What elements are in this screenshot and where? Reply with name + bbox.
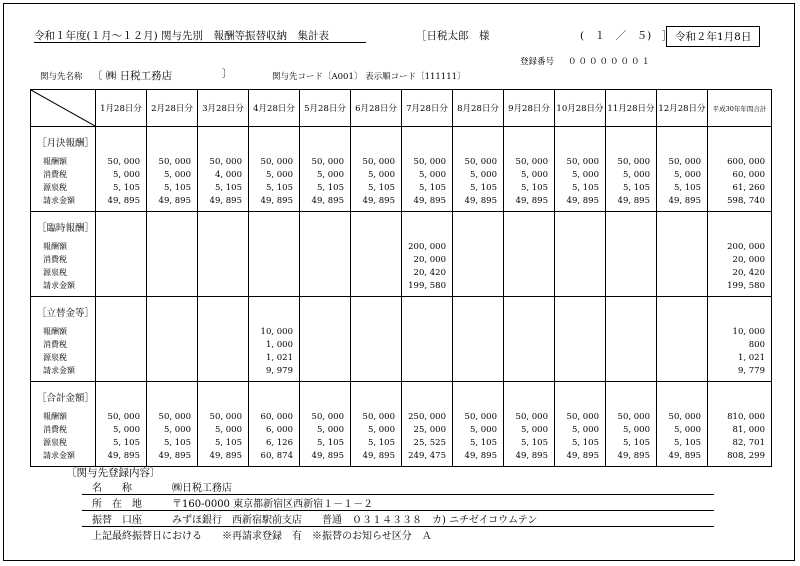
cell-value: 50, 000 <box>617 412 650 422</box>
column-header: 10月28日分 <box>555 90 606 127</box>
cell-value: 25, 525 <box>413 438 446 448</box>
cell-value: 50, 000 <box>668 412 701 422</box>
row-label: 請求金額 <box>43 196 75 205</box>
cell-value: 49, 895 <box>311 196 344 206</box>
cell-value: 50, 000 <box>464 157 497 167</box>
column-header: 2月28日分 <box>147 90 198 127</box>
cell-value: 5, 000 <box>622 425 650 435</box>
value-cell <box>555 297 606 382</box>
section-label-cell <box>31 212 96 297</box>
table-header-row <box>31 90 772 127</box>
cell-value: 5, 105 <box>520 438 548 448</box>
cell-value: 250, 000 <box>408 412 446 422</box>
cell-value: 5, 105 <box>316 438 344 448</box>
row-label: 消費税 <box>43 170 67 179</box>
client-name: 〔 ㈱ 日税工務店 <box>92 70 173 82</box>
column-header: 4月28日分 <box>249 90 300 127</box>
cell-value: 5, 000 <box>265 170 293 180</box>
section-title: ［合計金額］ <box>37 393 95 404</box>
value-cell <box>657 297 708 382</box>
cell-value: 4, 000 <box>214 170 242 180</box>
registration-row <box>82 479 714 495</box>
cell-value: 249, 475 <box>408 451 446 461</box>
cell-value: 808, 299 <box>727 451 765 461</box>
cell-value: 50, 000 <box>260 157 293 167</box>
cell-value: 49, 895 <box>515 451 548 461</box>
registration-value: ㈱日税工務店 <box>172 483 232 494</box>
cell-value: 82, 701 <box>732 438 765 448</box>
cell-value: 50, 000 <box>158 157 191 167</box>
registration-value: 〒160-0000 東京都新宿区西新宿１－１－２ <box>172 499 374 510</box>
cell-value: 49, 895 <box>566 451 599 461</box>
value-cell <box>504 297 555 382</box>
cell-value: 6, 126 <box>265 438 293 448</box>
value-cell <box>708 212 772 297</box>
cell-value: 5, 105 <box>571 183 599 193</box>
client-name-bracket-icon: 〕 <box>222 68 233 80</box>
column-header: 1月28日分 <box>96 90 147 127</box>
value-cell <box>708 382 772 467</box>
cell-value: 5, 000 <box>214 425 242 435</box>
cell-value: 199, 580 <box>408 281 446 291</box>
value-cell <box>606 127 657 212</box>
cell-value: 50, 000 <box>515 157 548 167</box>
value-cell <box>606 382 657 467</box>
cell-value: 5, 105 <box>214 438 242 448</box>
cell-value: 50, 000 <box>311 157 344 167</box>
value-cell <box>453 127 504 212</box>
cell-value: 598, 740 <box>727 196 765 206</box>
cell-value: 5, 000 <box>469 170 497 180</box>
registration-label: 振替 口座 <box>92 515 142 526</box>
cell-value: 5, 000 <box>316 170 344 180</box>
value-cell <box>147 127 198 212</box>
value-cell <box>96 127 147 212</box>
cell-value: 5, 105 <box>622 438 650 448</box>
cell-value: 50, 000 <box>413 157 446 167</box>
column-header: 8月28日分 <box>453 90 504 127</box>
value-cell <box>249 382 300 467</box>
cell-value: 5, 105 <box>112 438 140 448</box>
column-header: 11月28日分 <box>606 90 657 127</box>
cell-value: 5, 000 <box>367 170 395 180</box>
value-cell <box>555 127 606 212</box>
cell-value: 49, 895 <box>209 196 242 206</box>
section-row <box>31 212 772 297</box>
cell-value: 20, 000 <box>732 255 765 265</box>
section-title: ［臨時報酬］ <box>37 223 95 234</box>
diagonal-line-icon <box>31 90 95 126</box>
cell-value: 49, 895 <box>464 196 497 206</box>
column-header: 平成30年年間合計 <box>708 90 772 127</box>
cell-value: 50, 000 <box>668 157 701 167</box>
value-cell <box>198 297 249 382</box>
value-cell <box>96 382 147 467</box>
row-label: 源泉税 <box>43 438 67 447</box>
section-label-cell <box>31 382 96 467</box>
value-cell <box>657 212 708 297</box>
row-label: 報酬額 <box>43 327 67 336</box>
cell-value: 5, 000 <box>112 425 140 435</box>
cell-value: 5, 105 <box>163 438 191 448</box>
cell-value: 800 <box>748 340 765 350</box>
cell-value: 5, 105 <box>112 183 140 193</box>
row-label: 源泉税 <box>43 268 67 277</box>
cell-value: 50, 000 <box>515 412 548 422</box>
value-cell <box>402 212 453 297</box>
value-cell <box>606 212 657 297</box>
cell-value: 1, 021 <box>737 353 765 363</box>
cell-value: 5, 000 <box>673 170 701 180</box>
value-cell <box>708 297 772 382</box>
cell-value: 49, 895 <box>566 196 599 206</box>
row-label: 請求金額 <box>43 366 75 375</box>
cell-value: 5, 105 <box>571 438 599 448</box>
cell-value: 49, 895 <box>515 196 548 206</box>
value-cell <box>351 127 402 212</box>
cell-value: 49, 895 <box>158 196 191 206</box>
row-label: 請求金額 <box>43 451 75 460</box>
value-cell <box>300 212 351 297</box>
value-cell <box>249 127 300 212</box>
column-header: 9月28日分 <box>504 90 555 127</box>
value-cell <box>555 212 606 297</box>
value-cell <box>453 382 504 467</box>
cell-value: 5, 000 <box>163 170 191 180</box>
registration-row <box>82 511 714 527</box>
cell-value: 5, 000 <box>520 425 548 435</box>
value-cell <box>453 297 504 382</box>
value-cell <box>657 127 708 212</box>
cell-value: 9, 979 <box>265 366 293 376</box>
value-cell <box>147 382 198 467</box>
cell-value: 5, 105 <box>673 438 701 448</box>
value-cell <box>708 127 772 212</box>
row-label: 報酬額 <box>43 242 67 251</box>
column-header: 3月28日分 <box>198 90 249 127</box>
column-header: 5月28日分 <box>300 90 351 127</box>
cell-value: 9, 779 <box>737 366 765 376</box>
value-cell <box>351 212 402 297</box>
registration-title: 〔関与先登録内容〕 <box>66 467 161 479</box>
office-name: ［日税太郎 様 <box>416 30 490 42</box>
value-cell <box>96 212 147 297</box>
cell-value: 50, 000 <box>566 412 599 422</box>
cell-value: 49, 895 <box>362 451 395 461</box>
section-row <box>31 127 772 212</box>
cell-value: 200, 000 <box>408 242 446 252</box>
registration-row <box>82 527 714 542</box>
section-title: ［立替金等］ <box>37 308 95 319</box>
cell-value: 10, 000 <box>732 327 765 337</box>
registration-number-label: 登録番号 <box>520 57 555 67</box>
client-code: 関与先コード〔A001〕 表示順コード〔111111〕 <box>272 72 466 82</box>
cell-value: 50, 000 <box>362 157 395 167</box>
cell-value: 50, 000 <box>158 412 191 422</box>
report-title: 令和１年度(１月～１２月) 関与先別 報酬等振替収納 集計表 <box>34 30 330 42</box>
cell-value: 60, 000 <box>260 412 293 422</box>
cell-value: 49, 895 <box>107 451 140 461</box>
row-label: 源泉税 <box>43 183 67 192</box>
cell-value: 5, 000 <box>571 170 599 180</box>
cell-value: 5, 105 <box>469 438 497 448</box>
cell-value: 49, 895 <box>107 196 140 206</box>
cell-value: 61, 260 <box>732 183 765 193</box>
diagonal-corner-cell <box>31 90 96 127</box>
cell-value: 600, 000 <box>727 157 765 167</box>
row-label: 消費税 <box>43 425 67 434</box>
cell-value: 81, 000 <box>732 425 765 435</box>
cell-value: 49, 895 <box>260 196 293 206</box>
cell-value: 5, 000 <box>367 425 395 435</box>
value-cell <box>453 212 504 297</box>
row-label: 報酬額 <box>43 157 67 166</box>
section-row <box>31 297 772 382</box>
value-cell <box>504 212 555 297</box>
column-header: 7月28日分 <box>402 90 453 127</box>
column-header: 12月28日分 <box>657 90 708 127</box>
column-header: 6月28日分 <box>351 90 402 127</box>
cell-value: 20, 000 <box>413 255 446 265</box>
cell-value: 50, 000 <box>566 157 599 167</box>
cell-value: 5, 000 <box>622 170 650 180</box>
cell-value: 49, 895 <box>413 196 446 206</box>
cell-value: 50, 000 <box>209 412 242 422</box>
cell-value: 5, 105 <box>214 183 242 193</box>
cell-value: 200, 000 <box>727 242 765 252</box>
value-cell <box>198 127 249 212</box>
cell-value: 199, 580 <box>727 281 765 291</box>
value-cell <box>198 382 249 467</box>
cell-value: 5, 000 <box>418 170 446 180</box>
cell-value: 5, 000 <box>469 425 497 435</box>
value-cell <box>249 297 300 382</box>
value-cell <box>402 297 453 382</box>
cell-value: 25, 000 <box>413 425 446 435</box>
value-cell <box>606 297 657 382</box>
report-date: 令和２年1月8日 <box>666 26 760 47</box>
cell-value: 5, 105 <box>418 183 446 193</box>
registration-row <box>82 495 714 511</box>
cell-value: 1, 000 <box>265 340 293 350</box>
cell-value: 49, 895 <box>209 451 242 461</box>
cell-value: 5, 000 <box>520 170 548 180</box>
cell-value: 50, 000 <box>209 157 242 167</box>
cell-value: 5, 000 <box>163 425 191 435</box>
cell-value: 10, 000 <box>260 327 293 337</box>
cell-value: 50, 000 <box>617 157 650 167</box>
cell-value: 50, 000 <box>311 412 344 422</box>
section-label-cell <box>31 127 96 212</box>
section-row <box>31 382 772 467</box>
cell-value: 20, 420 <box>413 268 446 278</box>
page-indicator: ( １ ／ ５) ］ <box>580 30 673 42</box>
cell-value: 5, 105 <box>163 183 191 193</box>
cell-value: 5, 105 <box>367 438 395 448</box>
cell-value: 60, 000 <box>732 170 765 180</box>
registration-note: 上記最終振替日における ※再請求登録 有 ※振替のお知らせ区分 Ａ <box>92 531 432 542</box>
row-label: 報酬額 <box>43 412 67 421</box>
cell-value: 49, 895 <box>464 451 497 461</box>
value-cell <box>504 382 555 467</box>
cell-value: 5, 000 <box>571 425 599 435</box>
registration-label: 名 称 <box>92 483 132 494</box>
cell-value: 50, 000 <box>107 412 140 422</box>
row-label: 消費税 <box>43 255 67 264</box>
cell-value: 5, 105 <box>520 183 548 193</box>
row-label: 消費税 <box>43 340 67 349</box>
cell-value: 49, 895 <box>362 196 395 206</box>
row-label: 源泉税 <box>43 353 67 362</box>
cell-value: 50, 000 <box>107 157 140 167</box>
value-cell <box>402 127 453 212</box>
value-cell <box>504 127 555 212</box>
title-underline <box>34 42 366 43</box>
registration-value: みずほ銀行 西新宿駅前支店 普通 ０３１４３３８ カ) ニチゼイコウムテン <box>172 515 538 526</box>
value-cell <box>351 382 402 467</box>
cell-value: 60, 874 <box>260 451 293 461</box>
registration-block <box>82 479 714 542</box>
cell-value: 5, 105 <box>367 183 395 193</box>
section-title: ［月決報酬］ <box>37 138 95 149</box>
cell-value: 50, 000 <box>362 412 395 422</box>
cell-value: 5, 105 <box>622 183 650 193</box>
value-cell <box>351 297 402 382</box>
cell-value: 5, 105 <box>316 183 344 193</box>
summary-table <box>30 89 772 467</box>
cell-value: 5, 105 <box>673 183 701 193</box>
cell-value: 50, 000 <box>464 412 497 422</box>
registration-label: 所 在 地 <box>92 499 142 510</box>
value-cell <box>198 212 249 297</box>
value-cell <box>147 297 198 382</box>
value-cell <box>402 382 453 467</box>
cell-value: 49, 895 <box>668 451 701 461</box>
cell-value: 6, 000 <box>265 425 293 435</box>
cell-value: 5, 105 <box>469 183 497 193</box>
cell-value: 810, 000 <box>727 412 765 422</box>
cell-value: 49, 895 <box>158 451 191 461</box>
registration-number: ０００００００１ <box>568 57 653 67</box>
value-cell <box>96 297 147 382</box>
cell-value: 49, 895 <box>617 196 650 206</box>
cell-value: 49, 895 <box>668 196 701 206</box>
client-name-label: 関与先名称 <box>40 72 83 82</box>
cell-value: 5, 000 <box>112 170 140 180</box>
row-label: 請求金額 <box>43 281 75 290</box>
cell-value: 49, 895 <box>311 451 344 461</box>
cell-value: 1, 021 <box>265 353 293 363</box>
value-cell <box>657 382 708 467</box>
value-cell <box>300 297 351 382</box>
value-cell <box>300 127 351 212</box>
value-cell <box>249 212 300 297</box>
cell-value: 5, 000 <box>316 425 344 435</box>
section-label-cell <box>31 297 96 382</box>
value-cell <box>300 382 351 467</box>
cell-value: 49, 895 <box>617 451 650 461</box>
cell-value: 5, 105 <box>265 183 293 193</box>
value-cell <box>147 212 198 297</box>
value-cell <box>555 382 606 467</box>
cell-value: 20, 420 <box>732 268 765 278</box>
cell-value: 5, 000 <box>673 425 701 435</box>
